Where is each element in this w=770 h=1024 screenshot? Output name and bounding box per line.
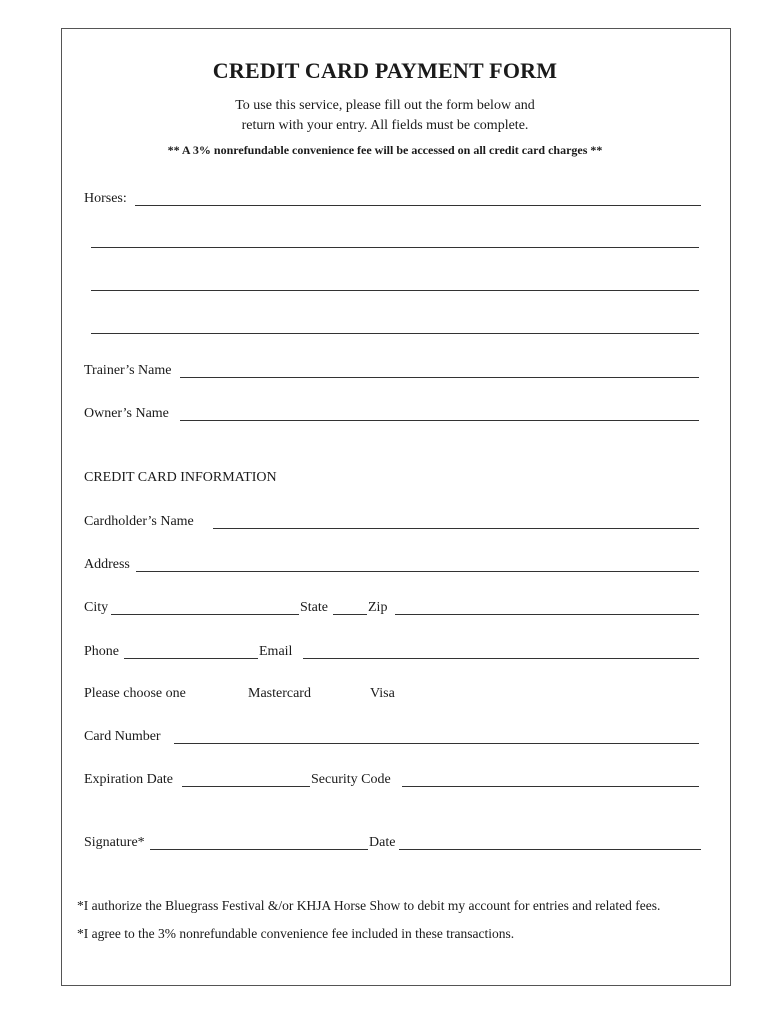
mastercard-option[interactable]: Mastercard xyxy=(248,686,311,701)
card-number-label: Card Number xyxy=(84,729,161,744)
signature-field[interactable] xyxy=(150,849,368,850)
security-code-label: Security Code xyxy=(311,772,391,787)
expiration-date-field[interactable] xyxy=(182,786,310,787)
date-field[interactable] xyxy=(399,849,701,850)
section-heading: CREDIT CARD INFORMATION xyxy=(84,470,277,485)
security-code-field[interactable] xyxy=(402,786,699,787)
city-label: City xyxy=(84,600,109,615)
owner-label: Owner’s Name xyxy=(84,406,169,421)
email-field[interactable] xyxy=(303,658,699,659)
intro-line-1: To use this service, please fill out the form below and xyxy=(235,98,535,113)
expiration-label: Expiration Date xyxy=(84,772,174,787)
zip-label: Zip xyxy=(368,600,388,615)
horses-field-line-3[interactable] xyxy=(91,290,699,291)
address-label: Address xyxy=(84,557,130,572)
signature-label: Signature* xyxy=(84,835,145,850)
owner-name-field[interactable] xyxy=(180,420,699,421)
cardholder-label: Cardholder’s Name xyxy=(84,514,194,529)
choose-card-label: Please choose one xyxy=(84,686,186,701)
cardholder-name-field[interactable] xyxy=(213,528,699,529)
state-label: State xyxy=(300,600,328,615)
address-field[interactable] xyxy=(136,571,699,572)
state-field[interactable] xyxy=(333,614,367,615)
horses-field-line-2[interactable] xyxy=(91,247,699,248)
card-number-field[interactable] xyxy=(174,743,699,744)
phone-label: Phone xyxy=(84,644,119,659)
zip-field[interactable] xyxy=(395,614,699,615)
phone-field[interactable] xyxy=(124,658,258,659)
visa-option[interactable]: Visa xyxy=(370,686,395,701)
date-label: Date xyxy=(369,835,396,850)
city-field[interactable] xyxy=(111,614,299,615)
intro-line-2: return with your entry. All fields must be complete. xyxy=(241,118,529,133)
fee-notice: ** A 3% nonrefundable convenience fee will be accessed on all credit card charges ** xyxy=(167,143,603,157)
horses-label: Horses: xyxy=(84,191,127,206)
fee-agreement-note: *I agree to the 3% nonrefundable convenience fee included in these transactions. xyxy=(77,926,515,941)
form-border xyxy=(61,28,731,986)
trainer-name-field[interactable] xyxy=(180,377,699,378)
trainer-label: Trainer’s Name xyxy=(84,363,172,378)
form-title: CREDIT CARD PAYMENT FORM xyxy=(212,58,558,83)
horses-field[interactable] xyxy=(135,205,701,206)
horses-field-line-4[interactable] xyxy=(91,333,699,334)
authorization-note: *I authorize the Bluegrass Festival &/or KHJA Horse Show to debit my account for entries and related fees. xyxy=(77,898,661,913)
email-label: Email xyxy=(259,644,293,659)
